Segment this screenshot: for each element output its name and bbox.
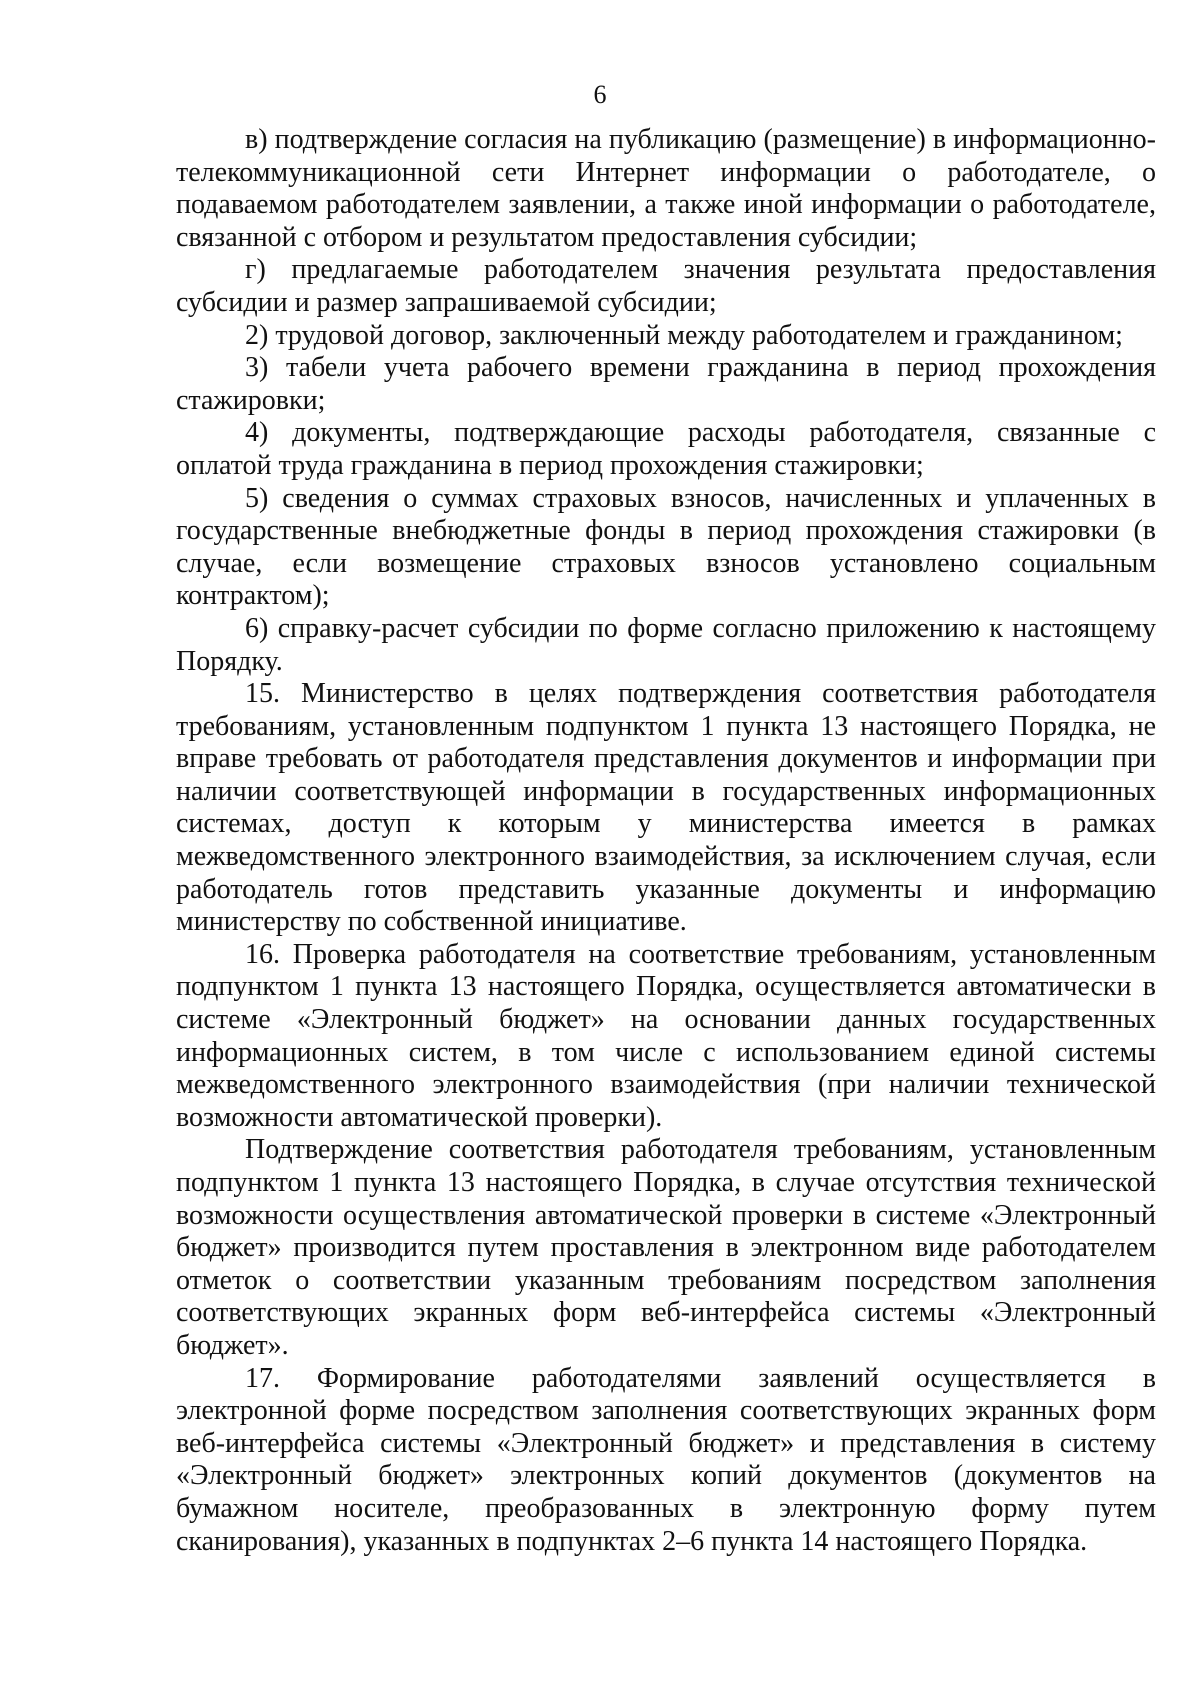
paragraph-item-3: 3) табели учета рабочего времени гражданина в период прохождения стажировки; (176, 352, 1156, 416)
paragraph-item-6: 6) справку-расчет субсидии по форме согласно приложению к настоящему Порядку. (176, 612, 1156, 677)
paragraph-item-4: 4) документы, подтверждающие расходы работодателя, связанные с оплатой труда гражданина в период прохождения стажировки; (176, 417, 1156, 481)
paragraph-item-g: г) предлагаемые работодателем значения результата предоставления субсидии и размер запрашиваемой субсидии; (176, 254, 1156, 318)
paragraph-item-5: 5) сведения о суммах страховых взносов, начисленных и уплаченных в государственные внебюджетные фонды в период прохождения стажировки (в случае, если возмещение страховых взносов установлено социальным контрактом); (176, 482, 1156, 612)
paragraph-clause-16: 16. Проверка работодателя на соответствие требованиям, установленным подпунктом 1 пункта 13 настоящего Порядка, осуществляется автоматически в системе «Электронный бюджет» на основании данных государственных информационных систем, в том числе с использованием единой системы межведомственного электронного взаимодействия (при наличии технической возможности автоматической проверки). (176, 938, 1156, 1133)
paragraph-item-2: 2) трудовой договор, заключенный между работодателем и гражданином; (245, 319, 1123, 351)
paragraph-clause-15: 15. Министерство в целях подтверждения соответствия работодателя требованиям, установленным подпунктом 1 пункта 13 настоящего Порядка, не вправе требовать от работодателя представления документов и информации при наличии соответствующей информации в государственных информационных системах, доступ к которым у министерства имеется в рамках межведомственного электронного взаимодействия, за исключением случая, если работодатель готов представить указанные документы и информацию министерству по собственной инициативе. (176, 678, 1156, 938)
paragraph-clause-17: 17. Формирование работодателями заявлений осуществляется в электронной форме посредством заполнения соответствующих экранных форм веб-интерфейса системы «Электронный бюджет» и представления в систему «Электронный бюджет» электронных копий документов (документов на бумажном носителе, преобразованных в электронную форму путем сканирования), указанных в подпунктах 2–6 пункта 14 настоящего Порядка. (176, 1362, 1156, 1557)
paragraph-clause-16-continued: Подтверждение соответствия работодателя требованиям, установленным подпунктом 1 пункта 13 настоящего Порядка, в случае отсутствия технической возможности осуществления автоматической проверки в системе «Электронный бюджет» производится путем проставления в электронном виде работодателем отметок о соответствии указанным требованиям посредством заполнения соответствующих экранных форм веб-интерфейса системы «Электронный бюджет». (176, 1134, 1156, 1361)
paragraph-item-v: в) подтверждение согласия на публикацию (размещение) в информационно-телекоммуникационной сети Интернет информации о работодателе, о подаваемом работодателем заявлении, а также иной информации о работодателе, связанной с отбором и результатом предоставления субсидии; (176, 124, 1156, 253)
document-body (176, 124, 1156, 1558)
page-number: 6 (593, 80, 607, 109)
